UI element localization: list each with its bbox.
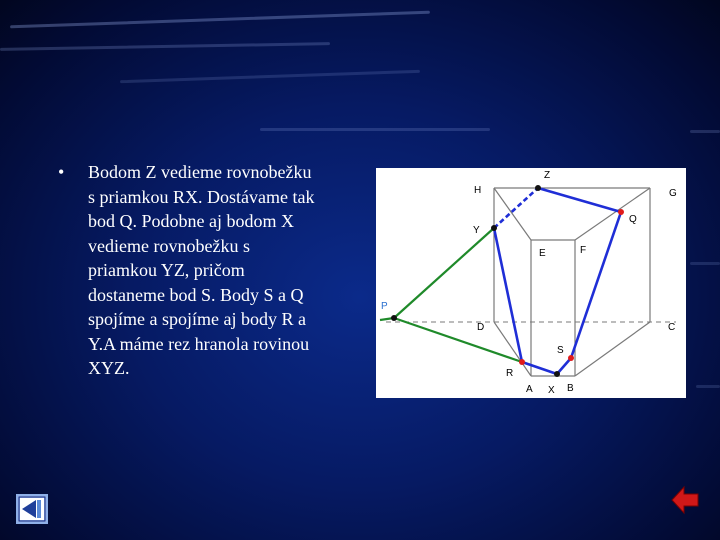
label-B: B [567,383,574,394]
section-edge-SX [557,358,571,374]
edge-GF [575,188,650,240]
label-E: E [539,248,546,259]
label-A: A [526,384,533,395]
point-P [391,315,397,321]
label-C: C [668,322,676,333]
point-Z [535,185,541,191]
section-edge-YZ [494,188,538,228]
back-arrow-icon [18,496,46,522]
return-button[interactable] [670,484,700,516]
point-X [554,371,560,377]
section-edge-XR [522,362,557,374]
label-X: X [548,385,555,396]
label-R: R [506,368,514,379]
label-S: S [557,345,564,356]
label-Y: Y [473,225,480,236]
background-streak [690,262,720,265]
point-R [519,359,525,365]
bullet-marker: • [58,162,65,182]
green-construction-lines [380,228,522,362]
line-PY [394,228,494,318]
point-Y [491,225,497,231]
background-streak [690,130,720,133]
prism-edges [494,188,650,376]
label-F: F [580,245,587,256]
background-streak [10,11,430,29]
section-edge-QS [571,212,621,358]
point-S [568,355,574,361]
back-button[interactable] [16,494,48,524]
background-streak [120,70,420,83]
background-streak [260,128,490,131]
prism-diagram-svg [376,168,686,398]
return-red-arrow-icon [670,484,700,516]
label-Q: Q [629,214,637,225]
edge-EH [494,188,531,240]
bullet-text: Bodom Z vedieme rovnobežku s priamkou RX. Dostávame tak bod Q. Podobne aj bodom X vedieme rovnobežku s priamkou YZ, pričom dostaneme bod S. Body S a Q spojíme a spojíme aj body R a Y.A máme rez hranola rovinou XYZ. [88,162,315,378]
label-D: D [477,322,485,333]
label-P: P [381,301,388,312]
edge-BC [575,322,650,376]
section-edge-ZQ [538,188,621,212]
point-Q [618,209,624,215]
label-H: H [474,185,482,196]
label-G: G [669,188,677,199]
background-streak [696,385,720,388]
background-streak [0,42,330,51]
prism-section-diagram [376,168,686,398]
line-PR [394,318,522,362]
label-Z: Z [544,170,551,181]
